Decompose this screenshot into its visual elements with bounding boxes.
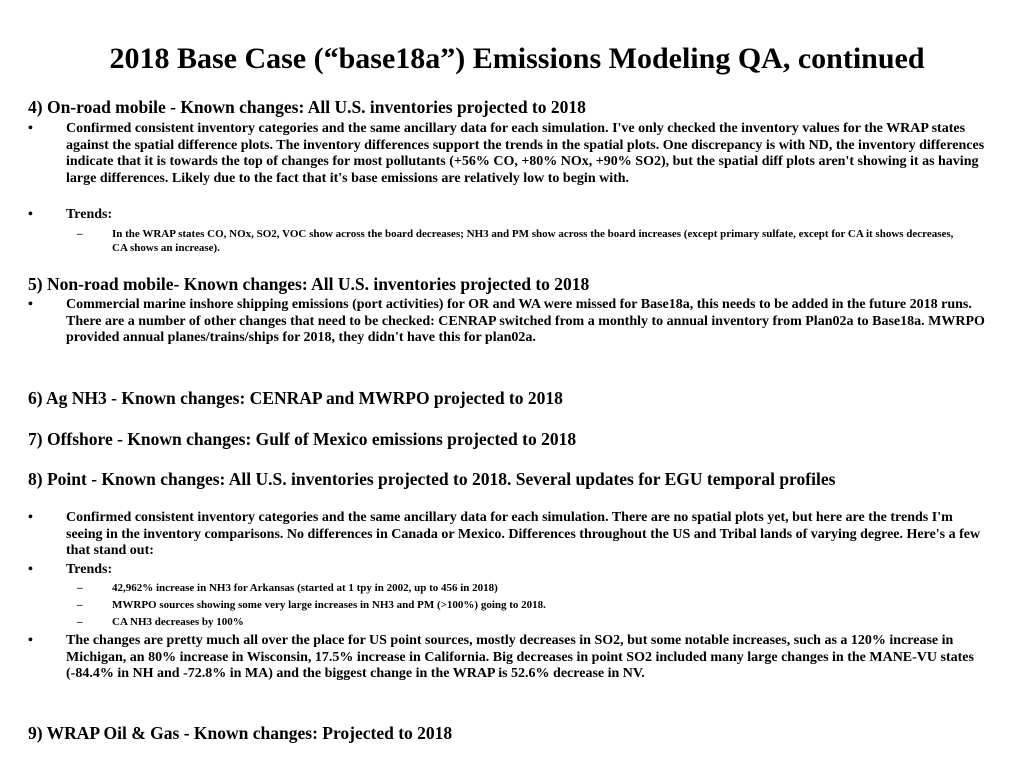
bullet-mark: •: [28, 297, 33, 312]
section-heading-non-road-mobile: 5) Non-road mobile- Known changes: All U.S. inventories projected to 2018: [28, 274, 590, 294]
sub-bullet-text: 42,962% increase in NH3 for Arkansas (started at 1 tpy in 2002, up to 456 in 2018): [112, 582, 498, 594]
section-heading-point: 8) Point - Known changes: All U.S. inventories projected to 2018. Several updates for EGU temporal profiles: [28, 469, 836, 489]
bullet-text: Commercial marine inshore shipping emissions (port activities) for OR and WA were missed for Base18a, this needs to be added in the future 2018 runs. There are a number of other changes that need to be checked: CENRAP switched from a monthly to annual inventory from Plan02a to Base18a. MWRPO provided annual planes/trains/ships for 2018, they didn't have this for plan02a.: [66, 297, 985, 345]
section-heading-on-road-mobile: 4) On-road mobile - Known changes: All U.S. inventories projected to 2018: [28, 97, 586, 117]
bullet-text: Trends:: [66, 207, 113, 222]
sub-bullet-arkansas-nh3: [77, 581, 957, 595]
bullet-mark: •: [28, 562, 33, 577]
sub-bullet-text: MWRPO sources showing some very large increases in NH3 and PM (>100%) going to 2018.: [112, 599, 546, 611]
bullet-non-road-commercial-marine: [28, 297, 990, 347]
sub-bullet-on-road-wrap-trend: [77, 227, 957, 255]
bullet-text: The changes are pretty much all over the place for US point sources, mostly decreases in SO2, but some notable increases, such as a 120% increase in Michigan, an 80% increase in Wisconsin, 17.5% increase in California. Big decreases in point SO2 included many large changes in the MANE-VU states (-84.4% in NH and -72.8% in MA) and the biggest change in the WRAP is 52.6% decrease in NV.: [66, 633, 974, 681]
sub-bullet-mark: –: [77, 599, 83, 611]
sub-bullet-ca-nh3: [77, 615, 957, 629]
bullet-point-trends: [28, 562, 990, 579]
bullet-text: Confirmed consistent inventory categories and the same ancillary data for each simulation. There are no spatial plots yet, but here are the trends I'm seeing in the inventory comparisons. No differences in Canada or Mexico. Differences throughout the US and Tribal lands of varying degree. Here's a few that stand out:: [66, 510, 981, 558]
bullet-point-inventory-check: [28, 510, 990, 560]
sub-bullet-mark: –: [77, 616, 83, 628]
bullet-mark: •: [28, 207, 33, 222]
bullet-on-road-inventory-check: [28, 121, 990, 187]
sub-bullet-text: In the WRAP states CO, NOx, SO2, VOC show across the board decreases; NH3 and PM show across the board increases (except primary sulfate, except for CA it shows decreases, CA shows an increase).: [112, 228, 954, 254]
bullet-mark: •: [28, 121, 33, 136]
sub-bullet-mark: –: [77, 228, 83, 240]
section-heading-wrap-oil-gas: 9) WRAP Oil & Gas - Known changes: Projected to 2018: [28, 723, 453, 743]
section-heading-offshore: 7) Offshore - Known changes: Gulf of Mexico emissions projected to 2018: [28, 429, 577, 449]
section-heading-ag-nh3: 6) Ag NH3 - Known changes: CENRAP and MWRPO projected to 2018: [28, 388, 563, 408]
bullet-point-us-changes: [28, 633, 990, 683]
sub-bullet-text: CA NH3 decreases by 100%: [112, 616, 244, 628]
sub-bullet-mark: –: [77, 582, 83, 594]
slide-title: 2018 Base Case (“base18a”) Emissions Modeling QA, continued: [109, 42, 925, 75]
bullet-text: Confirmed consistent inventory categories and the same ancillary data for each simulation. I've only checked the inventory values for the WRAP states against the spatial difference plots. The inventory differences support the trends in the spatial plots. One discrepancy is with ND, the inventory differences indicate that it is towards the top of changes for most pollutants (+56% CO, +80% NOx, +90% SO2), but the spatial diff plots aren't showing it as having large differences. Likely due to the fact that it's base emissions are relatively low to begin with.: [66, 121, 985, 186]
sub-bullet-mwrpo-increases: [77, 598, 957, 612]
bullet-mark: •: [28, 633, 33, 648]
bullet-text: Trends:: [66, 562, 113, 577]
bullet-mark: •: [28, 510, 33, 525]
bullet-on-road-trends: [28, 207, 990, 224]
